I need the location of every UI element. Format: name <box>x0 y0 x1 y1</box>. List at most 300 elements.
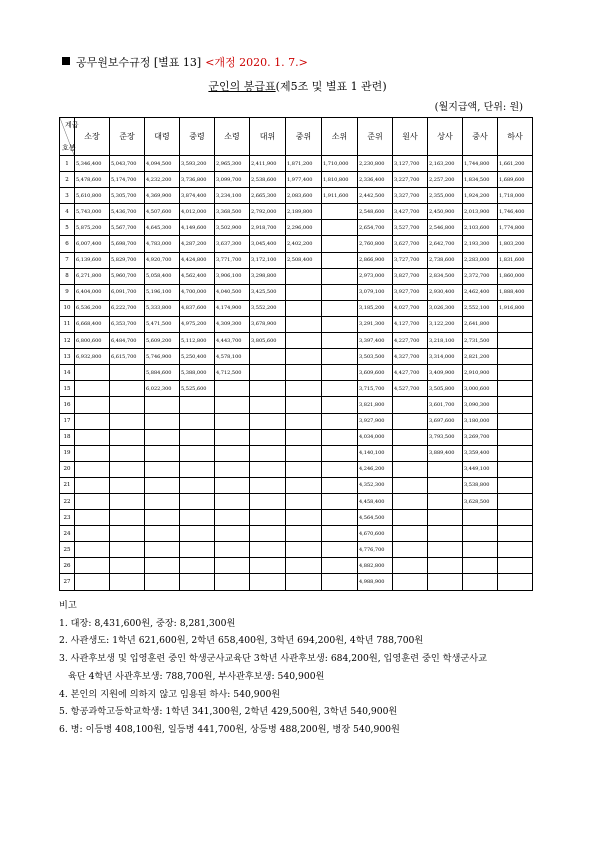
pay-cell: 3,409,900 <box>428 365 463 381</box>
pay-cell <box>498 574 533 590</box>
table-row <box>60 252 533 268</box>
pay-cell: 4,837,600 <box>180 300 215 316</box>
table-row <box>60 397 533 413</box>
pay-cell: 4,424,800 <box>180 252 215 268</box>
pay-cell: 3,505,800 <box>428 381 463 397</box>
pay-cell <box>286 493 322 509</box>
pay-cell: 2,760,800 <box>358 236 393 252</box>
pay-cell <box>250 397 286 413</box>
table-row <box>60 349 533 365</box>
pay-cell: 3,627,700 <box>393 236 428 252</box>
pay-cell: 6,091,700 <box>110 284 145 300</box>
pay-cell: 6,022,300 <box>145 381 180 397</box>
note-item: 1. 대장: 8,431,600원, 중장: 8,281,300원 <box>59 617 236 629</box>
pay-cell <box>110 413 145 429</box>
table-row <box>60 236 533 252</box>
pay-cell <box>110 574 145 590</box>
pay-cell: 1,924,200 <box>463 188 498 204</box>
pay-cell: 3,427,700 <box>393 204 428 220</box>
pay-cell: 5,960,700 <box>110 268 145 284</box>
pay-cell <box>286 381 322 397</box>
pay-cell: 2,965,300 <box>215 156 250 172</box>
pay-cell: 3,397,400 <box>358 333 393 349</box>
table-row <box>60 461 533 477</box>
pay-cell: 2,548,600 <box>358 204 393 220</box>
pay-cell <box>145 397 180 413</box>
pay-cell <box>180 558 215 574</box>
pay-cell: 5,525,600 <box>180 381 215 397</box>
step-cell: 16 <box>60 397 75 413</box>
pay-cell: 6,353,700 <box>110 316 145 332</box>
pay-cell: 4,527,700 <box>393 381 428 397</box>
pay-cell <box>498 316 533 332</box>
pay-cell: 2,296,000 <box>286 220 322 236</box>
pay-cell: 4,882,800 <box>358 558 393 574</box>
pay-cell <box>322 316 358 332</box>
pay-cell <box>393 493 428 509</box>
pay-cell <box>322 349 358 365</box>
pay-cell: 4,352,300 <box>358 477 393 493</box>
pay-cell <box>145 558 180 574</box>
note-item: 5. 항공과학고등학교학생: 1학년 341,300원, 2학년 429,500원, 3학년 540,900원 <box>59 706 398 718</box>
pay-cell <box>215 477 250 493</box>
step-cell: 13 <box>60 349 75 365</box>
pay-cell: 3,805,600 <box>250 333 286 349</box>
pay-cell: 2,930,400 <box>428 284 463 300</box>
pay-table <box>59 117 533 591</box>
pay-cell <box>322 493 358 509</box>
pay-cell: 3,927,900 <box>358 413 393 429</box>
pay-cell: 4,507,600 <box>145 204 180 220</box>
pay-cell <box>498 365 533 381</box>
pay-cell: 4,776,700 <box>358 542 393 558</box>
pay-cell: 4,975,200 <box>180 316 215 332</box>
step-cell: 10 <box>60 300 75 316</box>
step-cell: 14 <box>60 365 75 381</box>
pay-cell: 2,442,500 <box>358 188 393 204</box>
pay-cell <box>498 477 533 493</box>
pay-cell: 4,027,700 <box>393 300 428 316</box>
pay-cell: 2,013,900 <box>463 204 498 220</box>
pay-cell <box>322 381 358 397</box>
pay-cell: 3,552,200 <box>250 300 286 316</box>
pay-cell <box>498 445 533 461</box>
pay-cell: 2,103,600 <box>463 220 498 236</box>
pay-cell <box>75 381 110 397</box>
pay-cell <box>250 349 286 365</box>
column-header: 대위 <box>250 118 286 156</box>
note-item: 3. 사관후보생 및 입영훈련 중인 학생군사교육단 3학년 사관후보생: 684,200원, 입영훈련 중인 학생군사교 <box>59 653 487 665</box>
pay-cell: 1,871,200 <box>286 156 322 172</box>
table-row <box>60 300 533 316</box>
pay-cell: 5,333,800 <box>145 300 180 316</box>
pay-cell <box>250 429 286 445</box>
pay-cell <box>322 477 358 493</box>
column-header: 중위 <box>286 118 322 156</box>
pay-cell <box>322 204 358 220</box>
pay-cell <box>322 252 358 268</box>
pay-cell <box>145 429 180 445</box>
pay-cell <box>428 461 463 477</box>
step-cell: 6 <box>60 236 75 252</box>
pay-cell <box>110 558 145 574</box>
pay-cell <box>286 365 322 381</box>
pay-cell <box>322 558 358 574</box>
step-cell: 21 <box>60 477 75 493</box>
pay-cell <box>286 300 322 316</box>
pay-cell <box>322 526 358 542</box>
table-row <box>60 204 533 220</box>
pay-cell <box>110 429 145 445</box>
step-cell: 22 <box>60 493 75 509</box>
pay-cell <box>250 381 286 397</box>
table-row <box>60 156 533 172</box>
pay-cell: 5,174,700 <box>110 172 145 188</box>
pay-cell: 3,234,100 <box>215 188 250 204</box>
pay-cell <box>250 510 286 526</box>
pay-cell <box>322 574 358 590</box>
pay-cell: 2,654,700 <box>358 220 393 236</box>
pay-cell <box>393 413 428 429</box>
pay-cell <box>110 542 145 558</box>
pay-cell: 2,834,500 <box>428 268 463 284</box>
pay-cell <box>250 413 286 429</box>
pay-cell: 4,700,000 <box>180 284 215 300</box>
pay-cell: 3,503,500 <box>358 349 393 365</box>
pay-cell <box>322 300 358 316</box>
pay-cell <box>322 365 358 381</box>
pay-cell: 3,736,800 <box>180 172 215 188</box>
pay-cell <box>180 542 215 558</box>
table-row <box>60 284 533 300</box>
step-cell: 17 <box>60 413 75 429</box>
pay-cell: 3,628,500 <box>463 493 498 509</box>
pay-cell <box>393 477 428 493</box>
pay-cell: 5,884,600 <box>145 365 180 381</box>
pay-cell <box>145 413 180 429</box>
pay-cell: 3,827,700 <box>393 268 428 284</box>
pay-cell: 1,916,800 <box>498 300 533 316</box>
pay-cell: 5,609,200 <box>145 333 180 349</box>
pay-cell: 2,641,800 <box>463 316 498 332</box>
step-cell: 24 <box>60 526 75 542</box>
pay-cell: 3,218,100 <box>428 333 463 349</box>
pay-cell <box>498 349 533 365</box>
pay-cell: 4,783,000 <box>145 236 180 252</box>
pay-cell: 4,174,900 <box>215 300 250 316</box>
document-header <box>62 54 308 70</box>
pay-cell: 4,287,200 <box>180 236 215 252</box>
pay-cell <box>322 236 358 252</box>
pay-cell <box>75 397 110 413</box>
pay-cell: 1,860,000 <box>498 268 533 284</box>
pay-cell <box>145 574 180 590</box>
pay-cell <box>110 381 145 397</box>
pay-cell: 5,043,700 <box>110 156 145 172</box>
pay-cell <box>498 461 533 477</box>
pay-cell <box>180 574 215 590</box>
pay-cell <box>180 526 215 542</box>
pay-cell: 1,977,400 <box>286 172 322 188</box>
notes-section <box>59 597 544 739</box>
pay-cell <box>75 461 110 477</box>
pay-cell: 4,012,000 <box>180 204 215 220</box>
pay-cell: 3,601,700 <box>428 397 463 413</box>
pay-cell: 1,831,600 <box>498 252 533 268</box>
pay-cell: 2,372,700 <box>463 268 498 284</box>
pay-cell: 5,346,400 <box>75 156 110 172</box>
column-header: 준장 <box>110 118 145 156</box>
pay-cell: 3,185,200 <box>358 300 393 316</box>
pay-cell: 2,355,000 <box>428 188 463 204</box>
table-row <box>60 413 533 429</box>
pay-cell <box>322 461 358 477</box>
step-cell: 5 <box>60 220 75 236</box>
pay-cell: 4,246,200 <box>358 461 393 477</box>
pay-cell <box>286 445 322 461</box>
pay-cell <box>286 558 322 574</box>
pay-cell: 5,250,400 <box>180 349 215 365</box>
pay-cell: 1,810,800 <box>322 172 358 188</box>
pay-cell <box>145 461 180 477</box>
pay-cell <box>110 526 145 542</box>
pay-cell <box>498 558 533 574</box>
table-row <box>60 316 533 332</box>
pay-cell: 4,578,100 <box>215 349 250 365</box>
pay-cell: 2,738,600 <box>428 252 463 268</box>
pay-cell: 2,642,700 <box>428 236 463 252</box>
table-row <box>60 333 533 349</box>
pay-cell <box>215 574 250 590</box>
table-row <box>60 558 533 574</box>
pay-cell: 3,889,400 <box>428 445 463 461</box>
pay-cell: 4,327,700 <box>393 349 428 365</box>
pay-cell: 3,449,100 <box>463 461 498 477</box>
pay-cell <box>286 284 322 300</box>
pay-cell <box>428 558 463 574</box>
pay-cell: 3,172,100 <box>250 252 286 268</box>
pay-cell <box>322 397 358 413</box>
pay-cell <box>110 477 145 493</box>
pay-cell: 5,746,900 <box>145 349 180 365</box>
pay-cell: 3,000,600 <box>463 381 498 397</box>
title-main: 군인의 봉급표 <box>208 80 276 93</box>
pay-cell: 4,309,300 <box>215 316 250 332</box>
pay-cell <box>498 493 533 509</box>
pay-cell: 1,710,000 <box>322 156 358 172</box>
column-header: 하사 <box>498 118 533 156</box>
pay-cell <box>75 493 110 509</box>
pay-cell <box>393 397 428 413</box>
step-cell: 4 <box>60 204 75 220</box>
table-row <box>60 493 533 509</box>
pay-cell <box>250 526 286 542</box>
pay-cell <box>286 397 322 413</box>
pay-cell <box>463 574 498 590</box>
pay-cell: 5,743,000 <box>75 204 110 220</box>
pay-cell <box>393 429 428 445</box>
pay-cell: 1,746,400 <box>498 204 533 220</box>
pay-cell <box>250 493 286 509</box>
pay-cell <box>393 510 428 526</box>
pay-cell: 4,127,700 <box>393 316 428 332</box>
pay-cell: 4,712,500 <box>215 365 250 381</box>
pay-cell <box>180 493 215 509</box>
square-bullet-icon <box>62 57 70 65</box>
pay-cell <box>428 574 463 590</box>
pay-cell <box>498 397 533 413</box>
pay-cell <box>180 397 215 413</box>
pay-cell: 3,678,900 <box>250 316 286 332</box>
pay-cell: 1,718,000 <box>498 188 533 204</box>
pay-cell: 6,800,600 <box>75 333 110 349</box>
pay-cell: 3,793,500 <box>428 429 463 445</box>
pay-cell <box>180 413 215 429</box>
pay-cell <box>110 461 145 477</box>
column-header: 소령 <box>215 118 250 156</box>
table-row <box>60 381 533 397</box>
revision-note: <개정 2020. 1. 7.> <box>205 56 308 69</box>
pay-cell: 3,697,600 <box>428 413 463 429</box>
pay-cell: 5,112,800 <box>180 333 215 349</box>
pay-cell: 3,291,300 <box>358 316 393 332</box>
pay-cell <box>393 461 428 477</box>
pay-cell: 3,099,700 <box>215 172 250 188</box>
pay-cell: 3,314,000 <box>428 349 463 365</box>
pay-cell: 3,906,100 <box>215 268 250 284</box>
pay-cell <box>322 429 358 445</box>
pay-cell <box>75 510 110 526</box>
pay-cell <box>498 413 533 429</box>
pay-cell: 5,436,700 <box>110 204 145 220</box>
pay-cell: 2,462,400 <box>463 284 498 300</box>
pay-cell: 3,122,200 <box>428 316 463 332</box>
notes-heading: 비고 <box>59 600 77 611</box>
pay-cell <box>215 461 250 477</box>
pay-cell <box>75 558 110 574</box>
corner-step-label: 호봉 <box>62 144 76 152</box>
column-header: 원사 <box>393 118 428 156</box>
pay-cell: 3,180,000 <box>463 413 498 429</box>
pay-cell: 3,079,100 <box>358 284 393 300</box>
pay-cell: 5,058,400 <box>145 268 180 284</box>
pay-cell <box>498 542 533 558</box>
pay-cell: 3,527,700 <box>393 220 428 236</box>
pay-cell <box>75 574 110 590</box>
pay-cell: 3,637,300 <box>215 236 250 252</box>
pay-cell: 2,189,800 <box>286 204 322 220</box>
pay-cell <box>215 558 250 574</box>
column-header: 중사 <box>463 118 498 156</box>
pay-cell: 6,536,200 <box>75 300 110 316</box>
pay-cell: 6,271,800 <box>75 268 110 284</box>
pay-cell <box>498 510 533 526</box>
pay-cell: 4,427,700 <box>393 365 428 381</box>
table-row <box>60 188 533 204</box>
pay-cell <box>428 542 463 558</box>
pay-cell <box>215 397 250 413</box>
pay-cell <box>322 268 358 284</box>
note-item: 2. 사관생도: 1학년 621,600원, 2학년 658,400원, 3학년 694,200원, 4학년 788,700원 <box>59 635 424 647</box>
pay-cell <box>463 542 498 558</box>
pay-cell: 4,369,900 <box>145 188 180 204</box>
pay-cell <box>180 461 215 477</box>
pay-cell: 4,040,500 <box>215 284 250 300</box>
pay-cell <box>180 477 215 493</box>
pay-cell: 4,227,700 <box>393 333 428 349</box>
pay-cell <box>110 365 145 381</box>
pay-cell: 3,359,400 <box>463 445 498 461</box>
pay-cell: 2,163,200 <box>428 156 463 172</box>
pay-cell: 6,932,800 <box>75 349 110 365</box>
pay-cell <box>250 477 286 493</box>
pay-cell <box>75 445 110 461</box>
pay-cell: 5,567,700 <box>110 220 145 236</box>
unit-note: (월지급액, 단위: 원) <box>434 102 523 113</box>
pay-cell <box>286 574 322 590</box>
table-row <box>60 365 533 381</box>
pay-cell: 1,888,400 <box>498 284 533 300</box>
pay-cell: 6,139,600 <box>75 252 110 268</box>
pay-cell: 2,538,600 <box>250 172 286 188</box>
pay-cell <box>75 365 110 381</box>
table-row <box>60 542 533 558</box>
pay-cell: 4,140,100 <box>358 445 393 461</box>
column-header: 대령 <box>145 118 180 156</box>
pay-cell <box>498 333 533 349</box>
pay-cell <box>215 493 250 509</box>
pay-cell: 2,546,800 <box>428 220 463 236</box>
pay-cell: 2,918,700 <box>250 220 286 236</box>
pay-cell: 2,402,200 <box>286 236 322 252</box>
table-row <box>60 172 533 188</box>
pay-cell <box>286 316 322 332</box>
notes-list <box>59 615 544 739</box>
step-cell: 20 <box>60 461 75 477</box>
pay-cell <box>393 445 428 461</box>
step-cell: 11 <box>60 316 75 332</box>
pay-cell: 3,045,400 <box>250 236 286 252</box>
pay-cell: 2,821,200 <box>463 349 498 365</box>
pay-cell: 2,508,400 <box>286 252 322 268</box>
step-cell: 1 <box>60 156 75 172</box>
pay-cell: 5,471,500 <box>145 316 180 332</box>
pay-cell: 2,230,800 <box>358 156 393 172</box>
pay-cell <box>110 510 145 526</box>
corner-cell <box>60 118 79 156</box>
pay-cell: 4,564,500 <box>358 510 393 526</box>
pay-cell <box>393 558 428 574</box>
pay-cell <box>322 333 358 349</box>
title-sub: (제5조 및 별표 1 관련) <box>275 80 387 93</box>
pay-cell: 3,090,300 <box>463 397 498 413</box>
pay-cell <box>286 461 322 477</box>
pay-cell <box>463 510 498 526</box>
pay-cell <box>286 333 322 349</box>
pay-cell: 4,645,300 <box>145 220 180 236</box>
pay-cell <box>393 574 428 590</box>
step-cell: 27 <box>60 574 75 590</box>
pay-cell <box>250 365 286 381</box>
pay-cell <box>322 413 358 429</box>
pay-cell: 6,007,400 <box>75 236 110 252</box>
pay-cell <box>322 220 358 236</box>
pay-cell: 5,698,700 <box>110 236 145 252</box>
pay-cell <box>110 445 145 461</box>
pay-cell: 2,665,300 <box>250 188 286 204</box>
pay-cell <box>498 381 533 397</box>
pay-cell: 6,484,700 <box>110 333 145 349</box>
